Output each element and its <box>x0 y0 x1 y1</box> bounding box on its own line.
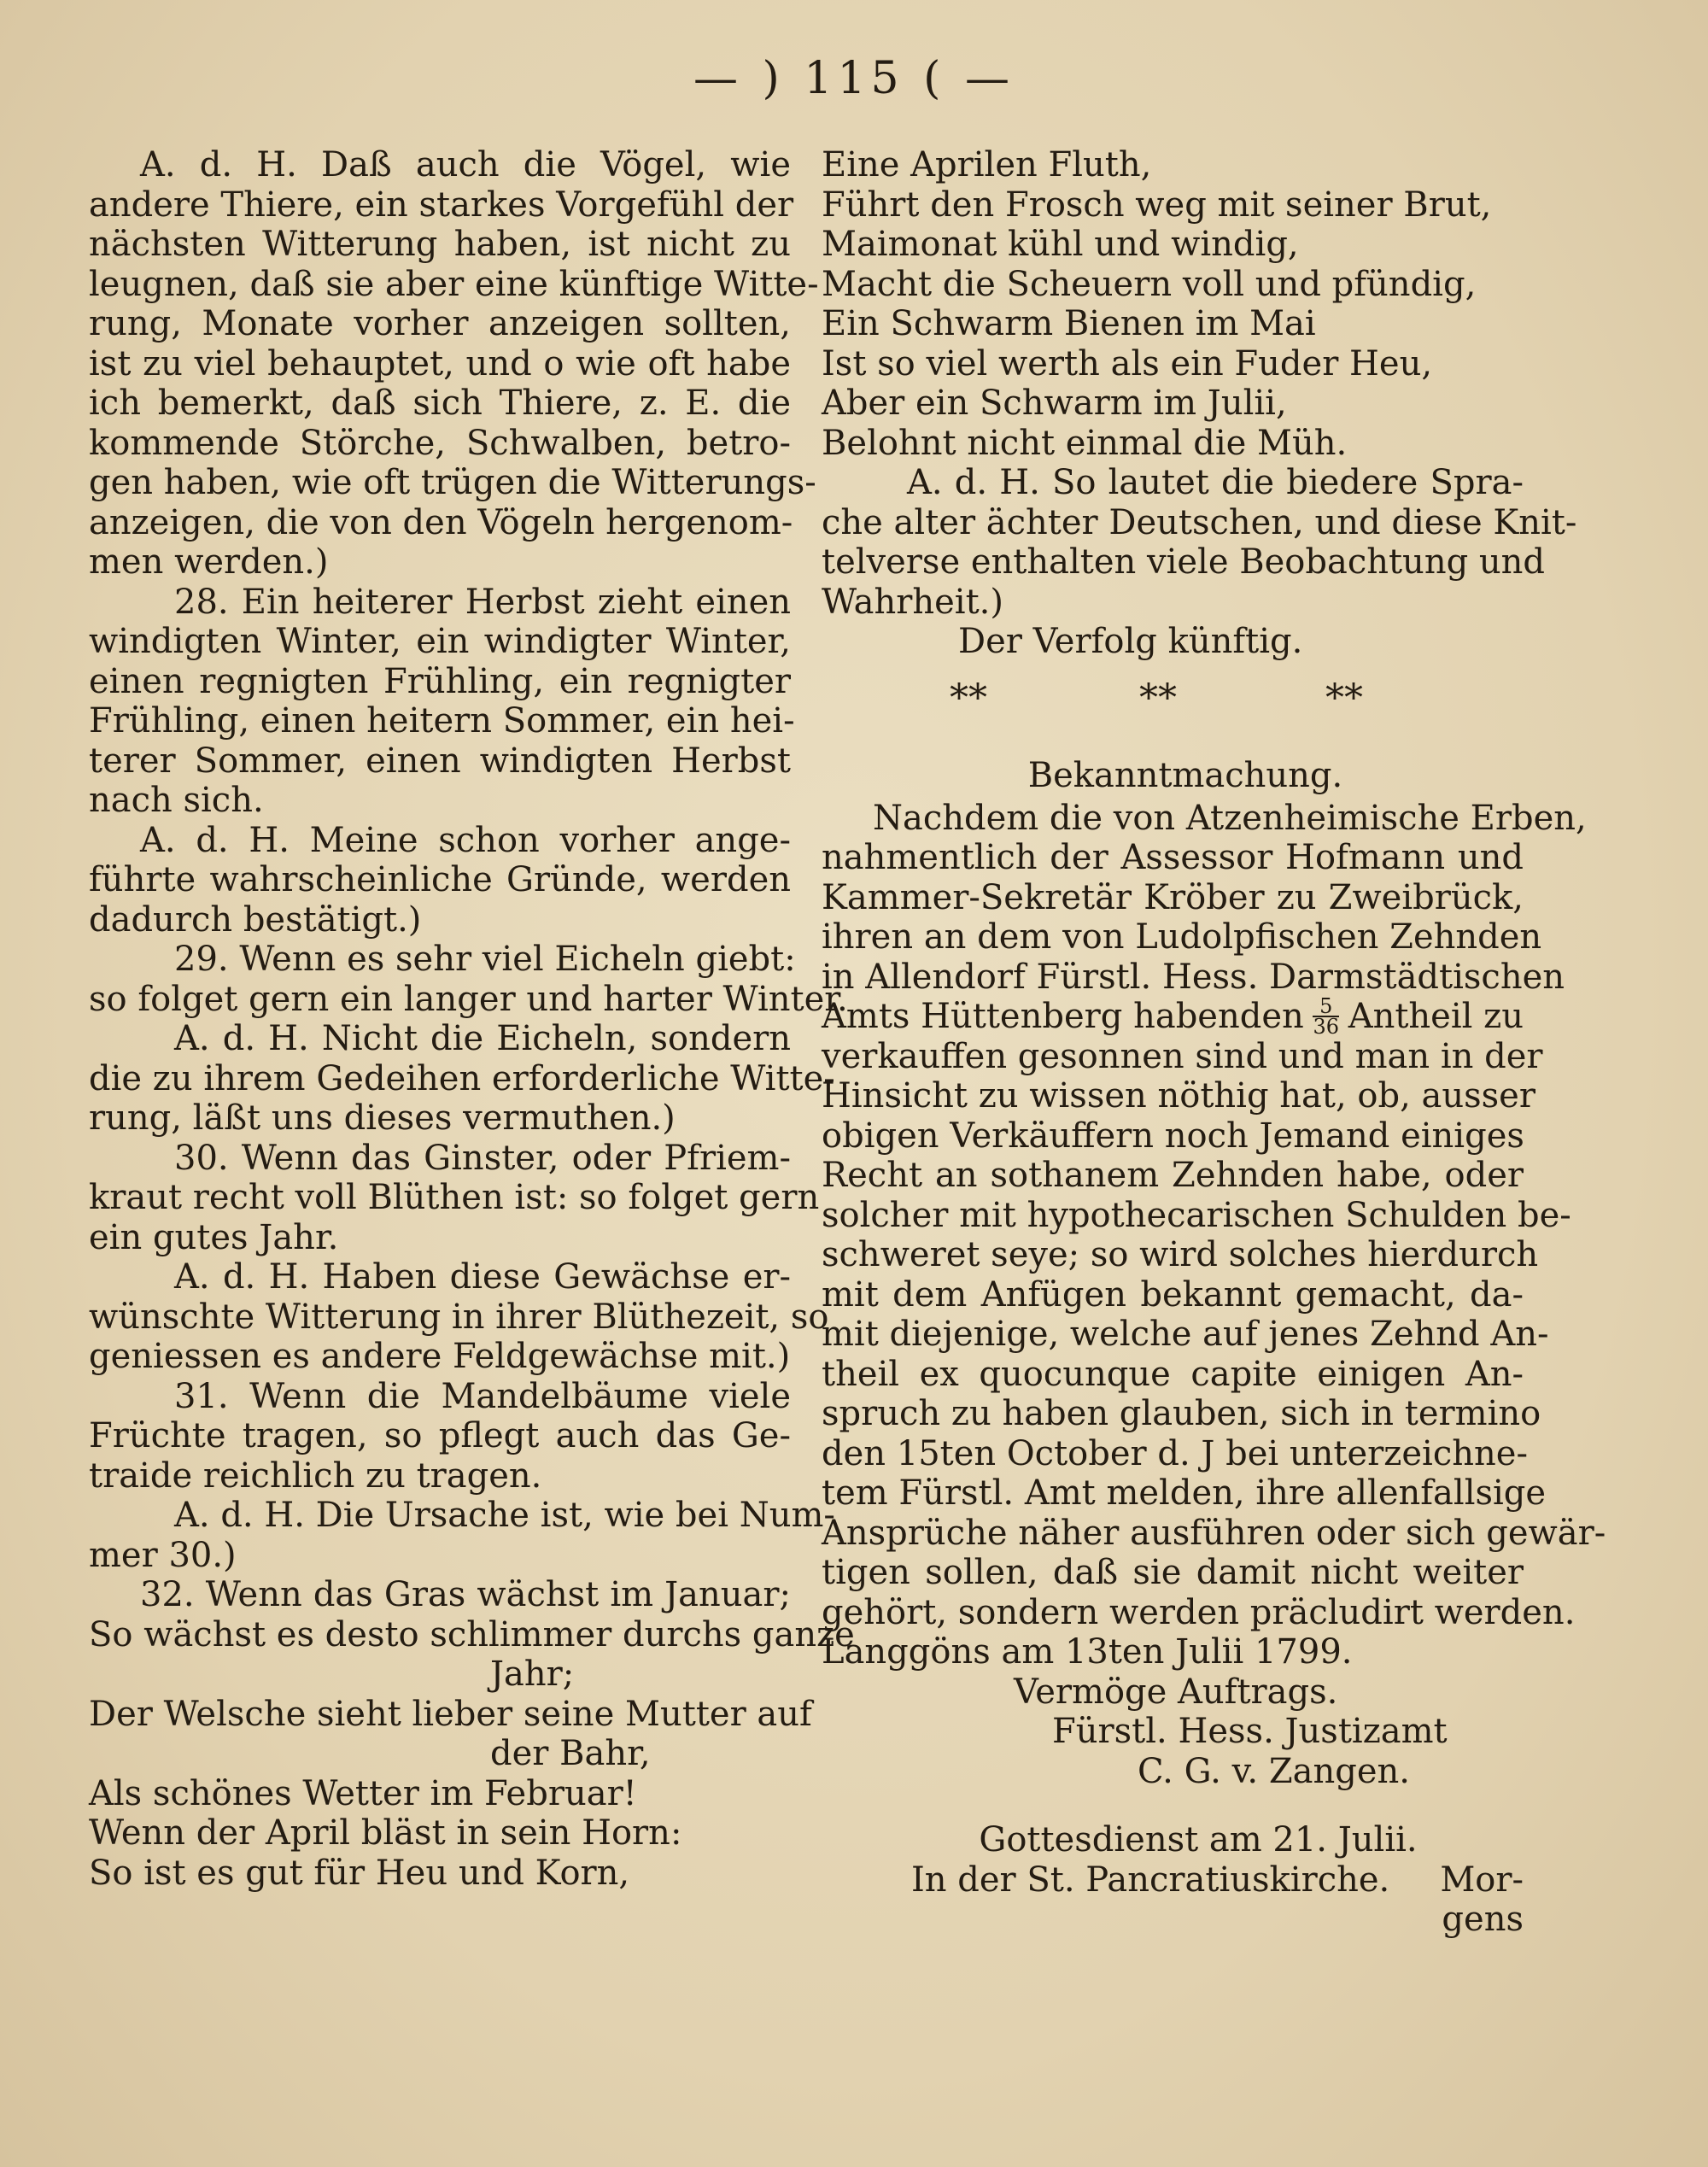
announcement-line: Hinsicht zu wissen nöthig hat, ob, ausser <box>822 1076 1535 1116</box>
text-line: nach sich. <box>89 781 264 820</box>
text-line: 28. Ein heiterer Herbst zieht einen <box>174 582 791 622</box>
verse-line: Ist so viel werth als ein Fuder Heu, <box>822 343 1433 384</box>
text-line: men werden.) <box>89 542 329 582</box>
service-line <box>822 1860 1524 1901</box>
text-line: 30. Wenn das Ginster, oder Pfriem- <box>174 1138 791 1178</box>
text-line: Als schönes Wetter im Februar! <box>89 1773 637 1813</box>
note-line: che alter ächter Deutschen, und diese Knit- <box>822 502 1577 542</box>
announcement-line: mit dem Anfügen bekannt gemacht, da- <box>822 1274 1524 1315</box>
announcement-line: nahmentlich der Assessor Hofmann und <box>822 838 1524 877</box>
fraction-denominator: 36 <box>1313 1015 1339 1040</box>
text-line: A. d. H. Haben diese Gewächse er- <box>174 1257 791 1297</box>
text-line: 29. Wenn es sehr viel Eicheln giebt: <box>174 940 796 979</box>
page-number-header: — ) 115 ( — <box>693 53 1015 104</box>
text-line: windigten Winter, ein windigter Winter, <box>89 622 791 661</box>
text-line: andere Thiere, ein starkes Vorgefühl der <box>89 184 794 225</box>
announcement-line: mit diejenige, welche auf jenes Zehnd An- <box>822 1315 1549 1354</box>
text-line: mer 30.) <box>89 1535 237 1575</box>
announcement-text: Antheil zu <box>1348 997 1524 1036</box>
announcement-line: theil ex quocunque capite einigen An- <box>822 1354 1524 1394</box>
text-line: A. d. H. Daß auch die Vögel, wie <box>140 145 791 184</box>
text-line: leugnen, daß sie aber eine künftige Witte- <box>89 264 819 304</box>
announcement-line: obigen Verkäuffern noch Jemand einiges <box>822 1116 1524 1156</box>
announcement-line: verkauffen gesonnen sind und man in der <box>822 1036 1543 1076</box>
text-line: nächsten Witterung haben, ist nicht zu <box>89 225 791 264</box>
text-line: A. d. H. Nicht die Eicheln, sondern <box>174 1019 791 1058</box>
verse-line: Maimonat kühl und windig, <box>822 225 1299 264</box>
announcement-line: schweret seye; so wird solches hierdurch <box>822 1235 1539 1274</box>
fraction <box>1313 994 1339 1040</box>
announcement-title: Bekanntmachung. <box>1027 755 1343 795</box>
text-line: einen regnigten Frühling, ein regnigter <box>89 661 791 701</box>
fraction-numerator: 5 <box>1313 997 1339 1017</box>
text-line: terer Sommer, einen windigten Herbst <box>89 741 791 781</box>
right-column <box>822 145 1606 1940</box>
announcement-line: ihren an dem von Ludolpfischen Zehnden <box>822 917 1542 957</box>
signature-line: Vermöge Auftrags. <box>1014 1672 1338 1712</box>
announcement-line: den 15ten October d. J bei unterzeichne- <box>822 1433 1528 1473</box>
text-line: kommende Störche, Schwalben, betro- <box>89 423 791 463</box>
announcement-text: Amts Hüttenberg habenden <box>822 997 1304 1036</box>
text-line: A. d. H. Meine schon vorher ange- <box>140 820 791 860</box>
text-line: Der Welsche sieht lieber seine Mutter auf <box>89 1694 812 1734</box>
text-line: dadurch bestätigt.) <box>89 899 422 940</box>
text-line: führte wahrscheinliche Gründe, werden <box>89 860 791 899</box>
service-title: Gottesdienst am 21. Julii. <box>979 1820 1418 1860</box>
catchword: gens <box>1442 1900 1524 1939</box>
announcement-line: in Allendorf Fürstl. Hess. Darmstädtischen <box>822 957 1565 997</box>
text-line: traide reichlich zu tragen. <box>89 1455 542 1496</box>
verse-line: Ein Schwarm Bienen im Mai <box>822 304 1316 343</box>
text-line: Früchte tragen, so pflegt auch das Ge- <box>89 1416 791 1455</box>
note-line: Wahrheit.) <box>822 582 1003 622</box>
verse-line: Aber ein Schwarm im Julii, <box>822 384 1287 423</box>
verse-line: Eine Aprilen Fluth, <box>822 145 1152 184</box>
text-line: A. d. H. Die Ursache ist, wie bei Num- <box>174 1496 835 1535</box>
announcement-line: Nachdem die von Atzenheimische Erben, <box>873 798 1587 838</box>
continuation-note: Der Verfolg künftig. <box>958 622 1303 661</box>
text-line: Wenn der April bläst in sein Horn: <box>89 1813 682 1853</box>
text-line: wünschte Witterung in ihrer Blüthezeit, so <box>89 1297 829 1337</box>
text-line: geniessen es andere Feldgewächse mit.) <box>89 1337 791 1376</box>
asterism-mark: ** <box>1325 676 1363 720</box>
text-line: 31. Wenn die Mandelbäume viele <box>174 1376 791 1416</box>
text-line: der Bahr, <box>490 1734 651 1773</box>
text-line: ich bemerkt, daß sich Thiere, z. E. die <box>89 384 791 423</box>
text-line: Jahr; <box>490 1655 575 1694</box>
text-line: gen haben, wie oft trügen die Witterungs- <box>89 463 816 502</box>
announcement-line: tem Fürstl. Amt melden, ihre allenfallsige <box>822 1473 1547 1513</box>
text-line: anzeigen, die von den Vögeln hergenom- <box>89 502 793 542</box>
verse-line: Macht die Scheuern voll und pfündig, <box>822 264 1477 304</box>
announcement-line: Kammer-Sekretär Kröber zu Zweibrück, <box>822 877 1524 917</box>
announcement-line: gehört, sondern werden präcludirt werden. <box>822 1592 1576 1632</box>
text-line: So ist es gut für Heu und Korn, <box>89 1853 630 1893</box>
note-line: A. d. H. So lautet die biedere Spra- <box>907 463 1524 502</box>
text-line: so folget gern ein langer und harter Winter. <box>89 979 848 1019</box>
note-line: telverse enthalten viele Beobachtung und <box>822 542 1546 582</box>
service-location: In der St. Pancratiuskirche. <box>911 1860 1390 1900</box>
announcement-line <box>822 994 1524 1040</box>
asterism-mark: ** <box>1139 676 1177 720</box>
announcement-line: Ansprüche näher ausführen oder sich gewär- <box>822 1513 1606 1553</box>
text-line: Frühling, einen heitern Sommer, ein hei- <box>89 701 795 741</box>
section-separator <box>822 662 1524 756</box>
announcement-line: spruch zu haben glauben, sich in termino <box>822 1394 1541 1433</box>
text-line: rung, Monate vorher anzeigen sollten, <box>89 304 791 343</box>
signature-name: C. G. v. Zangen. <box>1138 1751 1411 1791</box>
signature-line: Fürstl. Hess. Justizamt <box>1052 1712 1448 1751</box>
left-column <box>89 145 855 1893</box>
text-line: ist zu viel behauptet, und o wie oft habe <box>89 343 791 384</box>
text-line: 32. Wenn das Gras wächst im Januar; <box>140 1575 791 1614</box>
announcement-line: tigen sollen, daß sie damit nicht weiter <box>822 1553 1524 1592</box>
service-line-end: Mor- <box>1440 1860 1524 1900</box>
verse-line: Führt den Frosch weg mit seiner Brut, <box>822 184 1492 225</box>
text-line: ein gutes Jahr. <box>89 1217 339 1257</box>
announcement-line: solcher mit hypothecarischen Schulden be- <box>822 1195 1571 1235</box>
verse-line: Belohnt nicht einmal die Müh. <box>822 423 1348 463</box>
text-line: die zu ihrem Gedeihen erforderliche Witte- <box>89 1058 835 1098</box>
text-line: rung, läßt uns dieses vermuthen.) <box>89 1098 676 1138</box>
text-line: So wächst es desto schlimmer durchs ganze <box>89 1614 855 1655</box>
text-line: kraut recht voll Blüthen ist: so folget gern <box>89 1178 820 1217</box>
announcement-line: Recht an sothanem Zehnden habe, oder <box>822 1156 1524 1195</box>
asterism-mark: ** <box>950 676 987 720</box>
dateline: Langgöns am 13ten Julii 1799. <box>822 1632 1353 1672</box>
